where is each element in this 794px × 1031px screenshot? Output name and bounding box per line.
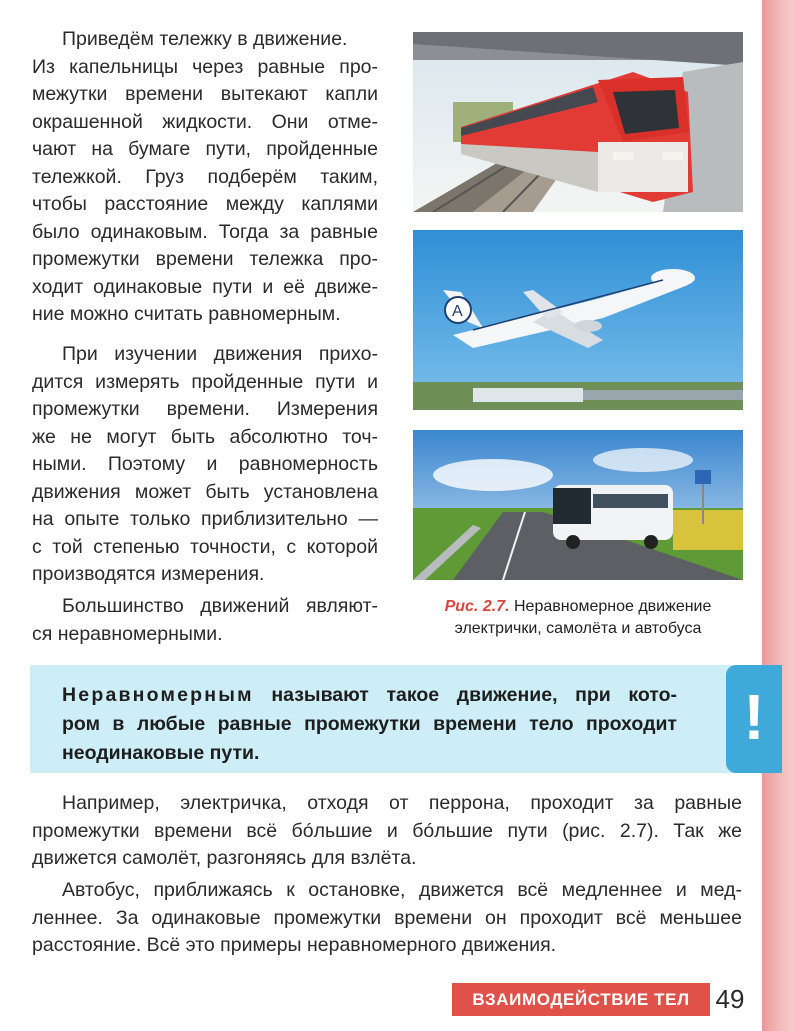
text-line: Из капельницы через равные про- — [32, 55, 378, 78]
text-line: производятся измерения. — [32, 563, 265, 585]
train-photo — [413, 32, 743, 212]
text-line: промежутки времени всё бóльшие и бóльшие пути (рис. 2.7). Так же — [32, 819, 742, 842]
definition-line — [62, 681, 677, 710]
text-line: леннее. За одинаковые промежутки времени он проходит всё меньшее — [32, 906, 742, 929]
figure-caption — [413, 596, 743, 640]
paragraph-train-example — [32, 790, 742, 873]
text-line: расстояние. Всё это примеры неравномерного движения. — [32, 934, 557, 956]
definition-line: неодинаковые пути. — [62, 742, 260, 764]
caption-line — [413, 596, 743, 618]
text-line: ся неравномерными. — [32, 622, 223, 645]
text-line: движения может быть установлена — [32, 480, 378, 503]
text-line: окрашенной жидкости. Они отме- — [32, 110, 378, 133]
text-line: движется самолёт, разгоняясь для взлёта. — [32, 847, 417, 869]
caption-line: электрички, самолёта и автобуса — [454, 620, 702, 637]
text-line: Большинство движений являют- — [62, 595, 378, 617]
text-line: Приведём тележку в движение. — [62, 28, 348, 50]
text-line: ходит одинаковые пути и её движе- — [32, 275, 378, 298]
text-line: чтобы расстояние между каплями — [32, 193, 378, 215]
text-line: промежутки времени тележка про- — [32, 248, 378, 270]
exclamation-icon: ! — [743, 681, 765, 753]
text-line: ние можно считать равномерным. — [32, 303, 341, 325]
text-line: ными. Поэтому и равномерность — [32, 453, 378, 475]
important-badge — [726, 665, 782, 773]
paragraph-measurement — [32, 341, 378, 589]
text-line: При изучении движения прихо- — [62, 343, 378, 365]
text-line: чают на бумаге пути, пройденные — [32, 138, 378, 160]
text-line: с той степенью точности, с которой — [32, 535, 378, 558]
definition-term: Неравномерным — [62, 684, 254, 706]
definition-line-rest: называют такое движение, при кото- — [271, 684, 677, 706]
bus-photo — [413, 430, 743, 580]
caption-text: Неравномерное движение — [513, 598, 712, 615]
svg-text:A: A — [452, 303, 463, 320]
paragraph-bus-example — [32, 877, 742, 960]
text-line: на опыте только приблизительно — — [32, 508, 378, 530]
text-line: же не могут быть абсолютно точ- — [32, 425, 378, 448]
text-line: межутки времени вытекают капли — [32, 83, 378, 105]
footer-section-title: ВЗАИМОДЕЙСТВИЕ ТЕЛ — [472, 990, 690, 1009]
text-line: было одинаковым. Тогда за равные — [32, 220, 378, 243]
definition-text — [62, 681, 677, 768]
page-number: 49 — [715, 984, 745, 1014]
paragraph-most-motions — [32, 593, 378, 648]
figure-label: Рис. 2.7. — [444, 598, 510, 615]
text-line: дится измерять пройденные пути и — [32, 370, 378, 393]
text-line: тележкой. Груз подберём таким, — [32, 165, 378, 188]
text-line: промежутки времени. Измерения — [32, 398, 378, 420]
paragraph-cart-experiment — [32, 26, 378, 329]
text-line: Например, электричка, отходя от перрона, проходит за равные — [62, 792, 742, 814]
definition-line: ром в любые равные промежутки времени тело проходит — [62, 713, 677, 735]
text-line: Автобус, приближаясь к остановке, движется всё медленнее и мед- — [62, 879, 742, 901]
page-edge-strip — [762, 0, 794, 1031]
airplane-photo — [413, 230, 743, 410]
